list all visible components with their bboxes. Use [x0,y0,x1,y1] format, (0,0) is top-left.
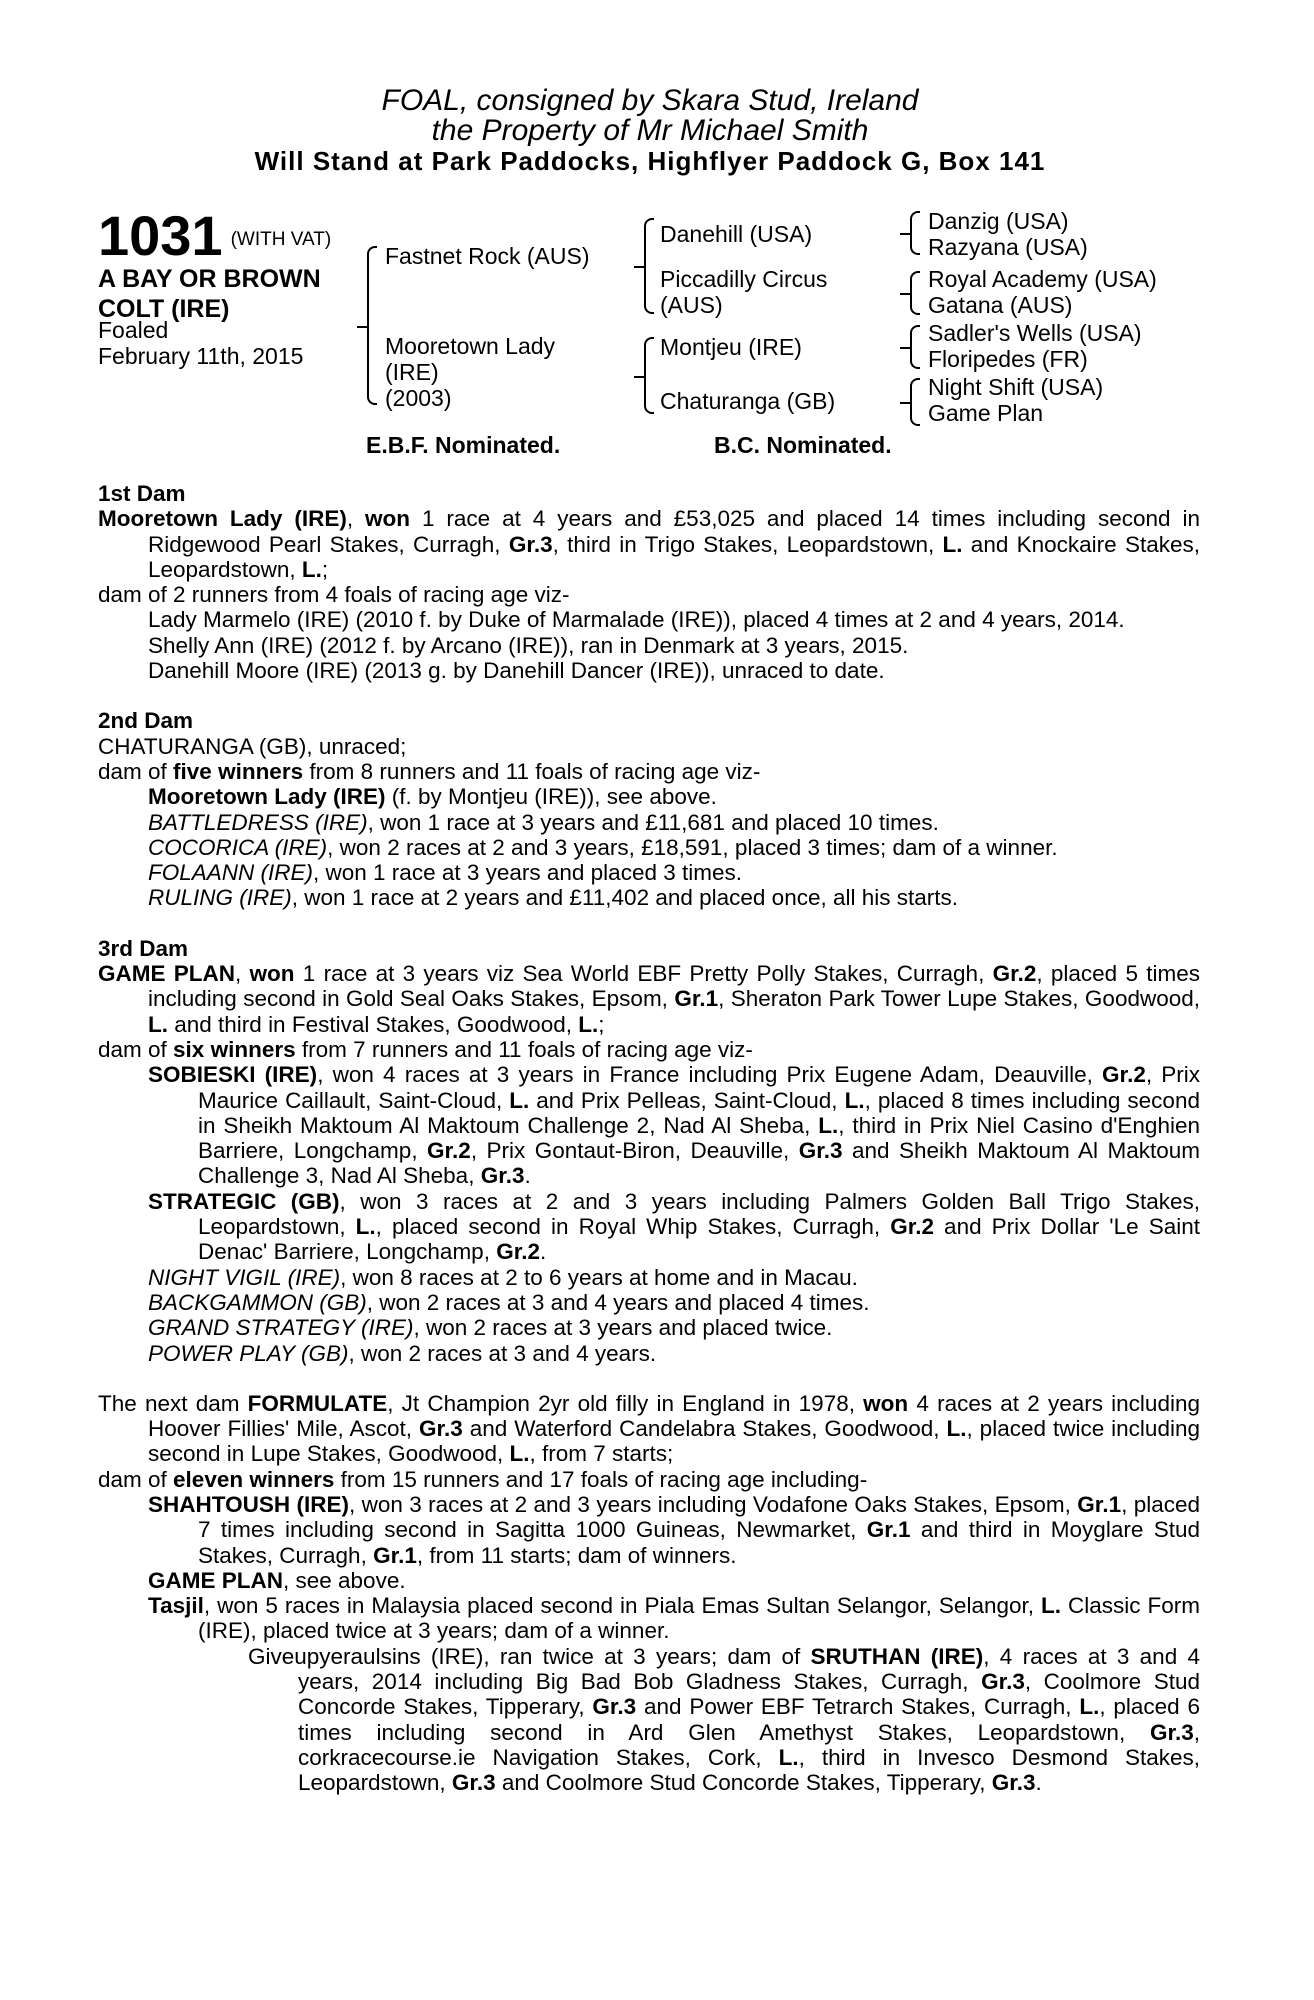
lot-number: 1031 (WITH VAT) [98,204,332,267]
produce-item: Lady Marmelo (IRE) (2010 f. by Duke of Marmalade (IRE)), placed 4 times at 2 and 4 years, 2014. [148,607,1125,633]
second-dam-heading: 2nd Dam [98,708,194,734]
pedigree-brace-1 [367,246,377,405]
sire-dam-country: (AUS) [660,292,723,318]
pedigree-brace-2a [644,218,654,314]
ss-dam: Razyana (USA) [928,234,1088,260]
produce-item: FOLAANN (IRE), won 1 race at 3 years and placed 3 times. [148,860,742,886]
consignor-line: FOAL, consigned by Skara Stud, Ireland [381,84,919,117]
second-dam-produce-intro: dam of five winners from 8 runners and 11 foals of racing age viz- [98,758,761,784]
produce-item: Giveupyeraulsins (IRE), ran twice at 3 years; dam of SRUTHAN (IRE), 4 races at 3 and 4 years, 2014 including Big Bad Bob Gladness Stakes, Curragh, Gr.3, Coolmore Stud Concorde Stakes, Tipperary, Gr.3 and Power EBF Tetrarch Stakes, Curragh, L., placed 6 times including second in Ard Glen Amethyst Stakes, Leopardstown, Gr.3, corkracecourse.ie Navigation Stakes, Cork, L., third in Invesco Desmond Stakes, Leopardstown, Gr.3 and Coolmore Stud Concorde Stakes, Tipperary, Gr.3. [248,1643,1201,1796]
pedigree-brace-3b [910,271,920,315]
dam-dam: Chaturanga (GB) [660,388,836,414]
pedigree-brace-2b [644,337,654,414]
produce-item: RULING (IRE), won 1 race at 2 years and £11,402 and placed once, all his starts. [148,885,959,911]
dd-dam: Game Plan [928,400,1044,426]
ds-sire: Sadler's Wells (USA) [928,320,1142,346]
produce-item: Shelly Ann (IRE) (2012 f. by Arcano (IRE)), ran in Denmark at 3 years, 2015. [148,632,909,658]
third-dam-heading: 3rd Dam [98,935,189,961]
pedigree-brace-3d [910,378,920,426]
sd-sire: Royal Academy (USA) [928,266,1157,292]
third-dam-record: GAME PLAN, won 1 race at 3 years viz Sea World EBF Pretty Polly Stakes, Curragh, Gr.2, placed 5 times including second in Gold Seal Oaks Stakes, Epsom, Gr.1, Sheraton Park Tower Lupe Stakes, Goodwood, L. and third in Festival Stakes, Goodwood, L.; [98,961,1201,1037]
pedigree-brace-3a [910,211,920,255]
produce-item: GRAND STRATEGY (IRE), won 2 races at 3 years and placed twice. [148,1315,833,1341]
produce-item: BATTLEDRESS (IRE), won 1 race at 3 years and £11,681 and placed 10 times. [148,809,939,835]
property-line: the Property of Mr Michael Smith [431,114,869,147]
ds-dam: Floripedes (FR) [928,346,1088,372]
next-dam-produce-intro: dam of eleven winners from 15 runners and 17 foals of racing age including- [98,1466,868,1492]
ebf-nominated: E.B.F. Nominated. [366,432,561,458]
catalogue-body [98,481,1200,1796]
second-dam-record: CHATURANGA (GB), unraced; [98,733,407,759]
sd-dam: Gatana (AUS) [928,292,1073,318]
produce-item: STRATEGIC (GB), won 3 races at 2 and 3 years including Palmers Golden Ball Trigo Stakes, Leopardstown, L., placed second in Royal Whip Stakes, Curragh, Gr.2 and Prix Dollar 'Le Saint Denac' Barriere, Longchamp, Gr.2. [148,1188,1200,1265]
produce-item: Mooretown Lady (IRE) (f. by Montjeu (IRE)), see above. [148,784,717,810]
produce-item: NIGHT VIGIL (IRE), won 8 races at 2 to 6 years at home and in Macau. [148,1264,858,1290]
vat-note: (WITH VAT) [230,229,332,250]
dam-name: Mooretown Lady [385,333,556,359]
dam-country: (IRE) [385,359,439,385]
produce-item: GAME PLAN, see above. [148,1567,406,1593]
produce-item: SOBIESKI (IRE), won 4 races at 3 years in France including Prix Eugene Adam, Deauville, Gr.2, Prix Maurice Caillault, Saint-Cloud, L. and Prix Pelleas, Saint-Cloud, L., placed 8 times including second in Sheikh Maktoum Al Maktoum Challenge 2, Nad Al Sheba, L., third in Prix Niel Casino d'Enghien Barriere, Longchamp, Gr.2, Prix Gontaut-Biron, Deauville, Gr.3 and Sheikh Maktoum Al Maktoum Challenge 3, Nad Al Sheba, Gr.3. [148,1062,1200,1189]
dam-sire: Montjeu (IRE) [660,334,802,360]
produce-item: POWER PLAY (GB), won 2 races at 3 and 4 years. [148,1340,657,1366]
pedigree-brace-3c [910,325,920,369]
sire-sire: Danehill (USA) [660,221,813,247]
foaled-info: Foaled February 11th, 2015 [98,317,304,369]
bc-nominated: B.C. Nominated. [714,432,892,458]
produce-item: Tasjil, won 5 races in Malaysia placed second in Piala Emas Sultan Selangor, Selangor, L. Classic Form (IRE), placed twice at 3 years; dam of a winner. [148,1593,1200,1644]
dam-year: (2003) [385,385,452,411]
sire-dam: Piccadilly Circus [660,266,828,292]
produce-item: Danehill Moore (IRE) (2013 g. by Danehill Dancer (IRE)), unraced to date. [148,658,885,684]
first-dam-record: Mooretown Lady (IRE), won 1 race at 4 years and £53,025 and placed 14 times including second in Ridgewood Pearl Stakes, Curragh, Gr.3, third in Trigo Stakes, Leopardstown, L. and Knockaire Stakes, Leopardstown, L.; [98,506,1200,582]
produce-item: BACKGAMMON (GB), won 2 races at 3 and 4 years and placed 4 times. [148,1289,870,1315]
lot-description: A BAY OR BROWN COLT (IRE) [98,265,321,323]
produce-item: COCORICA (IRE), won 2 races at 2 and 3 years, £18,591, placed 3 times; dam of a winner. [148,834,1058,860]
location-line: Will Stand at Park Paddocks, Highflyer Paddock G, Box 141 [254,146,1046,176]
dd-sire: Night Shift (USA) [928,374,1104,400]
first-dam-heading: 1st Dam [98,481,186,506]
produce-item: SHAHTOUSH (IRE), won 3 races at 2 and 3 years including Vodafone Oaks Stakes, Epsom, Gr.1, placed 7 times including second in Sagitta 1000 Guineas, Newmarket, Gr.1 and third in Moyglare Stud Stakes, Curragh, Gr.1, from 11 starts; dam of winners. [148,1491,1201,1568]
third-dam-produce-intro: dam of six winners from 7 runners and 11 foals of racing age viz- [98,1036,753,1062]
first-dam-produce-intro: dam of 2 runners from 4 foals of racing age viz- [98,582,570,608]
ss-sire: Danzig (USA) [928,208,1069,234]
sire: Fastnet Rock (AUS) [385,243,590,269]
next-dam-record: The next dam FORMULATE, Jt Champion 2yr old filly in England in 1978, won 4 races at 2 years including Hoover Fillies' Mile, Ascot, Gr.3 and Waterford Candelabra Stakes, Goodwood, L., placed twice including second in Lupe Stakes, Goodwood, L., from 7 starts; [98,1390,1200,1467]
